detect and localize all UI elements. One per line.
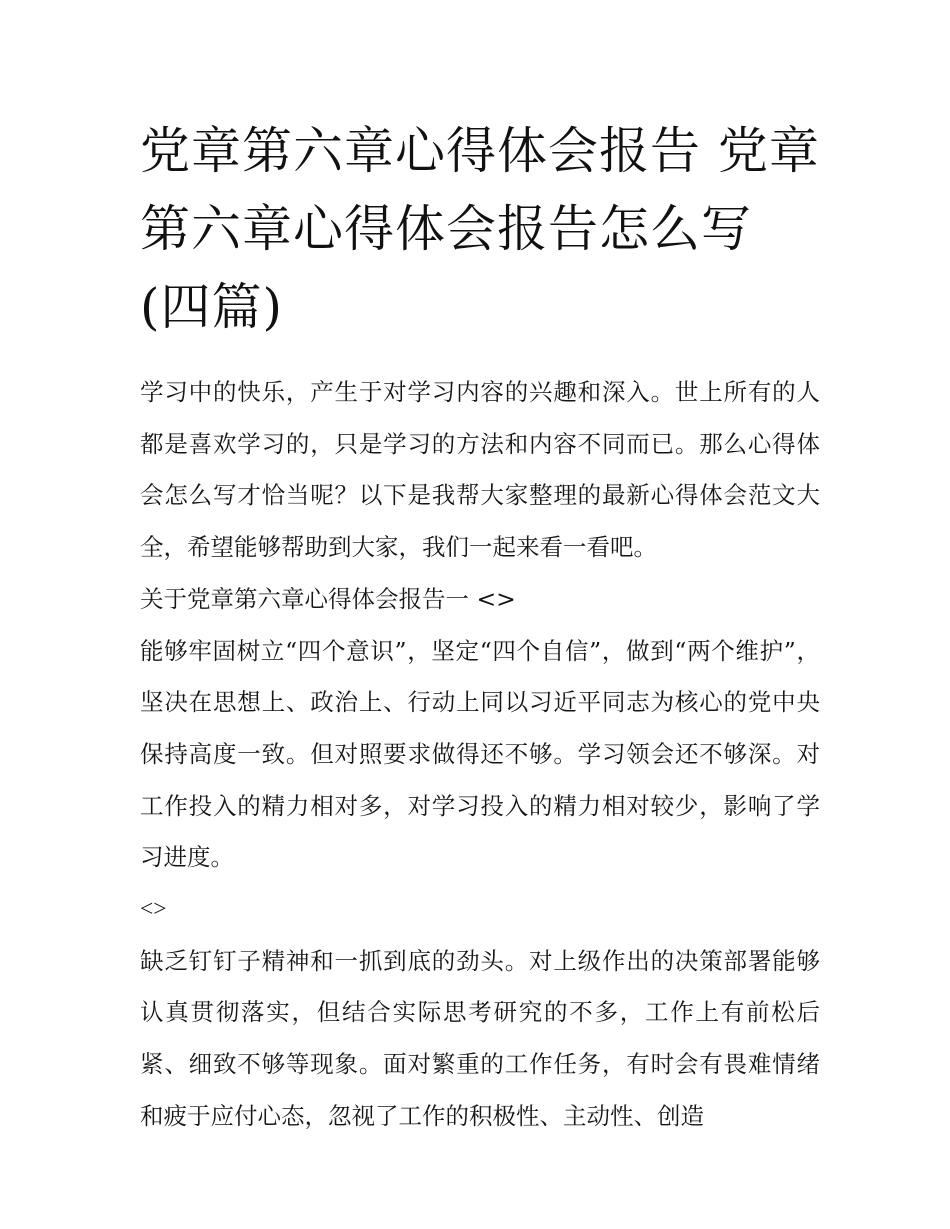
- intro-paragraph: 学习中的快乐，产生于对学习内容的兴趣和深入。世上所有的人都是喜欢学习的，只是学习的方法和内容不同而已。那么心得体会怎么写才恰当呢？以下是我帮大家整理的最新心得体会范文大全，希望能够帮助到大家，我们一起来看一看吧。: [140, 378, 820, 562]
- document-title: 党章第六章心得体会报告 党章第六章心得体会报告怎么写(四篇): [140, 122, 820, 336]
- body-paragraph-2: 缺乏钉钉子精神和一抓到底的劲头。对上级作出的决策部署能够认真贯彻落实，但结合实际思考研究的不多，工作上有前松后紧、细致不够等现象。面对繁重的工作任务，有时会有畏难情绪和疲于应付心态，忽视了工作的积极性、主动性、创造: [140, 946, 820, 1130]
- body-paragraph-1: 能够牢固树立“四个意识”，坚定“四个自信”，做到“两个维护”，坚决在思想上、政治上、行动上同以习近平同志为核心的党中央保持高度一致。但对照要求做得还不够。学习领会还不够深。对工作投入的精力相对多，对学习投入的精力相对较少，影响了学习进度。: [140, 636, 820, 872]
- document-body: [140, 112, 820, 1143]
- section-marker: <>: [140, 896, 167, 923]
- section-heading: 关于党章第六章心得体会报告一 <>: [140, 584, 516, 613]
